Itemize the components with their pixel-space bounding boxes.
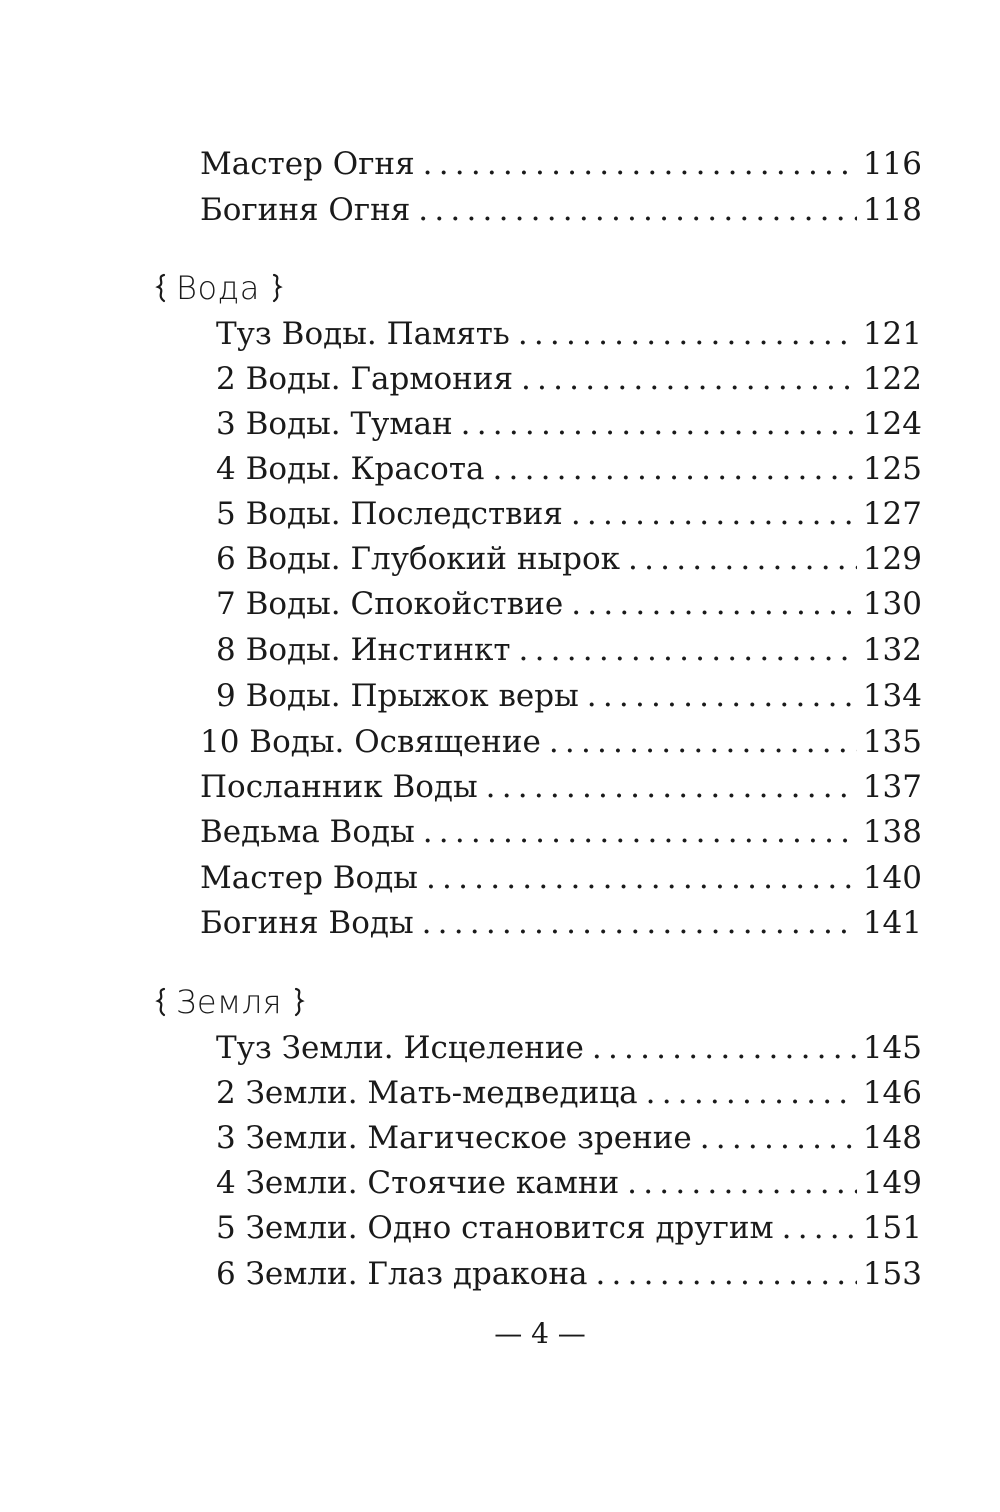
- toc-entry: [216, 1073, 922, 1113]
- toc-entry-page: 146: [862, 1075, 922, 1111]
- toc-entry-title: Мастер Огня: [200, 146, 415, 182]
- toc-dot-leader: [628, 539, 857, 579]
- toc-entry: [200, 858, 922, 898]
- toc-entry-page: 145: [862, 1030, 922, 1066]
- toc-entry-title: Богиня Воды: [200, 905, 414, 941]
- swirl-left-icon: [152, 273, 170, 303]
- toc-entry-page: 135: [862, 724, 922, 760]
- toc-dot-leader: [782, 1208, 857, 1248]
- toc-dot-leader: [519, 630, 857, 670]
- toc-entry-title: Ведьма Воды: [200, 814, 415, 850]
- toc-entry-page: 132: [862, 632, 922, 668]
- toc-entry-page: 153: [862, 1256, 922, 1292]
- toc-dot-leader: [492, 449, 856, 489]
- toc-entry-page: 121: [862, 316, 922, 352]
- toc-entry-title: Богиня Огня: [200, 192, 411, 228]
- toc-entry: [216, 494, 922, 534]
- toc-entry-title: 9 Воды. Прыжок веры: [216, 678, 579, 714]
- toc-dot-leader: [422, 903, 857, 943]
- toc-entry: [200, 144, 922, 184]
- toc-entry-page: 118: [862, 192, 922, 228]
- toc-entry: [216, 314, 922, 354]
- toc-entry-page: 141: [862, 905, 922, 941]
- toc-entry-title: 7 Воды. Спокойствие: [216, 586, 564, 622]
- toc-dot-leader: [700, 1118, 857, 1158]
- toc-entry: [216, 1118, 922, 1158]
- toc-entry-title: Туз Воды. Память: [216, 316, 510, 352]
- toc-dot-leader: [521, 359, 857, 399]
- toc-entry-page: 124: [862, 406, 922, 442]
- toc-dot-leader: [486, 767, 857, 807]
- toc-dot-leader: [595, 1254, 856, 1294]
- toc-entry-title: 4 Земли. Стоячие камни: [216, 1165, 620, 1201]
- toc-entry-page: 129: [862, 541, 922, 577]
- swirl-right-icon: [290, 987, 308, 1017]
- section-heading-water: [152, 266, 286, 310]
- toc-dot-leader: [571, 584, 857, 624]
- toc-entry-title: 2 Воды. Гармония: [216, 361, 513, 397]
- toc-entry-title: Посланник Воды: [200, 769, 478, 805]
- toc-entry-page: 151: [862, 1210, 922, 1246]
- toc-entry-title: 3 Воды. Туман: [216, 406, 453, 442]
- toc-dot-leader: [418, 190, 857, 230]
- section-heading-label: Вода: [176, 269, 260, 307]
- toc-entry-title: Мастер Воды: [200, 860, 418, 896]
- toc-entry: [200, 812, 922, 852]
- toc-entry: [216, 1163, 922, 1203]
- toc-entry-title: 2 Земли. Мать-медведица: [216, 1075, 638, 1111]
- toc-entry-page: 140: [862, 860, 922, 896]
- toc-dot-leader: [423, 812, 857, 852]
- toc-entry: [216, 404, 922, 444]
- toc-entry: [216, 676, 922, 716]
- toc-dot-leader: [461, 404, 857, 444]
- toc-dot-leader: [592, 1028, 857, 1068]
- swirl-left-icon: [152, 987, 170, 1017]
- toc-dot-leader: [549, 722, 857, 762]
- toc-entry-page: 127: [862, 496, 922, 532]
- page-number: — 4 —: [494, 1317, 586, 1350]
- toc-entry: [216, 1254, 922, 1294]
- toc-entry-title: 6 Воды. Глубокий нырок: [216, 541, 621, 577]
- toc-entry-page: 125: [862, 451, 922, 487]
- section-heading-label: Земля: [176, 983, 283, 1021]
- toc-entry-page: 134: [862, 678, 922, 714]
- toc-entry: [216, 584, 922, 624]
- toc-entry-page: 138: [862, 814, 922, 850]
- toc-entry-page: 122: [862, 361, 922, 397]
- toc-entry: [200, 767, 922, 807]
- toc-dot-leader: [627, 1163, 857, 1203]
- toc-entry-title: 5 Воды. Последствия: [216, 496, 563, 532]
- toc-dot-leader: [587, 676, 857, 716]
- toc-entry: [216, 630, 922, 670]
- toc-entry-page: 149: [862, 1165, 922, 1201]
- toc-entry-page: 137: [862, 769, 922, 805]
- toc-entry-title: Туз Земли. Исцеление: [216, 1030, 584, 1066]
- toc-dot-leader: [423, 144, 857, 184]
- toc-entry: [216, 1208, 922, 1248]
- toc-entry-title: 3 Земли. Магическое зрение: [216, 1120, 692, 1156]
- toc-entry-title: 4 Воды. Красота: [216, 451, 485, 487]
- toc-dot-leader: [518, 314, 857, 354]
- toc-entry: [200, 190, 922, 230]
- toc-entry: [200, 722, 922, 762]
- toc-entry: [216, 539, 922, 579]
- toc-entry-title: 8 Воды. Инстинкт: [216, 632, 511, 668]
- toc-entry-page: 130: [862, 586, 922, 622]
- toc-entry: [200, 903, 922, 943]
- toc-entry-title: 6 Земли. Глаз дракона: [216, 1256, 588, 1292]
- toc-dot-leader: [646, 1073, 857, 1113]
- toc-entry: [216, 1028, 922, 1068]
- swirl-right-icon: [268, 273, 286, 303]
- toc-entry-title: 10 Воды. Освящение: [200, 724, 541, 760]
- toc-entry-title: 5 Земли. Одно становится другим: [216, 1210, 774, 1246]
- toc-entry-page: 148: [862, 1120, 922, 1156]
- toc-entry-page: 116: [862, 146, 922, 182]
- toc-dot-leader: [426, 858, 857, 898]
- toc-entry: [216, 449, 922, 489]
- toc-entry: [216, 359, 922, 399]
- toc-dot-leader: [571, 494, 857, 534]
- section-heading-earth: [152, 980, 308, 1024]
